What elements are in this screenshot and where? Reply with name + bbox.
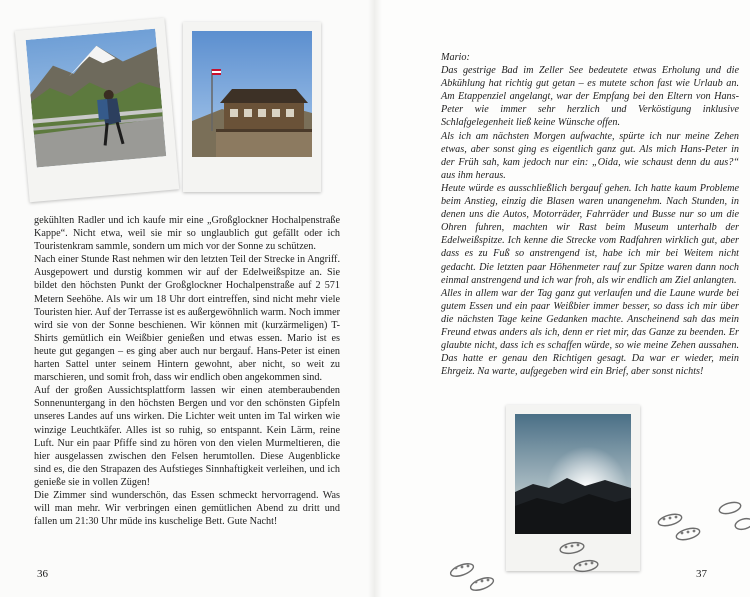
- alpine-hut-with-flag-photo-icon: [192, 31, 312, 157]
- left-body-text: [34, 214, 340, 528]
- cyclist-photo: [26, 29, 167, 168]
- left-paragraph: gekühlten Radler und ich kaufe mir eine „Großglockner Hochalpenstraße Kappe“. Nicht etwa, weil sie mir so unglaublich gut gefällt oder ich Touristenkram sammle, sondern um mich vor der Sonne zu schützen.: [34, 215, 340, 253]
- left-paragraph: Auf der großen Aussichtsplattform lassen wir einen atemberaubenden Sonnenuntergang in den höchsten Bergen und vor den schönsten Gipfeln unseres Landes auf uns wirken. Die Lichter weit unten im Tal wirken wie winzige Leuchtkäfer. Alles ist so ruhig, so entspannt. Kein Lärm, reine Luft. Nur ein paar Pfiffe sind zu hören von den vielen Murmeltieren, die hier ausgelassen zwischen den Felsen herumtollen. Diese Augenblicke sind es, die den Strapazen des Aufstieges Sinnhaftigkeit verleihen, und ich genieße sie in vollen Zügen!: [34, 385, 340, 488]
- page-number-right: 37: [696, 568, 707, 580]
- left-paragraph: Die Zimmer sind wunderschön, das Essen schmeckt hervorragend. Was will man mehr. Wir verbringen einen gemütlichen Abend zu dritt und fallen um 21:30 Uhr müde ins kuschelige Bett. Gute Nacht!: [34, 489, 340, 528]
- cyclist-on-mountain-road-photo-icon: [26, 29, 167, 168]
- hut-photo: [192, 31, 312, 157]
- right-paragraph: Heute würde es ausschließlich bergauf gehen. Ich hatte kaum Probleme beim Anstieg, einzig die Blasen waren unangenehm. Nach Stunden, in denen uns die Autos, Motorräder, Fahrräder und Busse nur so um die Ohren fuhren, machten wir Rast beim Museum unterhalb der Edelweißspitze. Ich kenne die Strecke vom Radfahren wirklich gut, aber dass es zu Fuß so anstrengend ist, habe ich mir bei Weitem nicht gedacht. Die letzten paar Höhenmeter rauf zur Spitze waren dann noch einmal anstrengend und ich war froh, als wir endlich am Ziel anlangten.: [441, 182, 739, 286]
- right-paragraph: Das gestrige Bad im Zeller See bedeutete etwas Erholung und die Abkühlung hat richtig gut getan – es mutete schon fast wie Urlaub an. Am Etappenziel angelangt, war der Empfang bei den Eltern von Hans-Peter wie immer sehr herzlich und Verköstigung inklusive Schlafgelegenheit ließ keine Wünsche offen.: [441, 65, 739, 129]
- book-gutter: [368, 0, 382, 597]
- cyclist-photo-frame: [15, 18, 179, 202]
- page-number-left: 36: [37, 568, 48, 580]
- right-paragraph: Als ich am nächsten Morgen aufwachte, spürte ich nur meine Zehen etwas, aber sonst ging es eigentlich ganz gut. Als mich Hans-Peter in der Früh sah, kam jedoch nur ein: „Oida, wie schaust denn du aus?“ aus ihm heraus.: [441, 130, 739, 181]
- right-body-text: [441, 51, 739, 378]
- speaker-label: Mario:: [441, 52, 470, 63]
- right-paragraph: Alles in allem war der Tag ganz gut verlaufen und die Laune wurde bei gutem Essen und ein paar Weißbier immer besser, so dass ich mir über die nächsten Tage keine Gedanken machte. Anscheinend sah das mein Freund etwas anders als ich, denn er riet mir, das Ganze zu beenden. Er glaubte nicht, dass ich es schaffen würde, so wie meine Zehen aussahen. Das hatte er genau den Richtigen gesagt. Da war er wieder, mein Ehrgeiz. Na warte, aufgegeben wird ein Brief, aber sonst nichts!: [441, 287, 739, 378]
- hut-photo-frame: [183, 22, 321, 192]
- left-paragraph: Nach einer Stunde Rast nehmen wir den letzten Teil der Strecke in Angriff. Ausgepowert und durstig kommen wir auf der Edelweißspitze an. Sie bildet den höchsten Punkt der Großglockner Hochalpenstraße auf 2 571 Metern Seehöhe. Als wir um 18 Uhr dort eintreffen, sind nicht mehr viele Touristen hier. Auf der Terrasse ist es außergewöhnlich warm. Noch immer wird sie von der Sonne beschienen. Wir können mit (kurzärmeligen) T-Shirts gemütlich ein Weißbier genießen und etwas essen. Mario ist es heute gut gegangen – es ging aber auch nur bergauf. Hans-Peter ist einen harten Sattel unter seinem Hintern gewohnt, aber nicht, so weit zu marschieren, und somit froh, dass wir endlich oben angekommen sind.: [34, 254, 340, 384]
- footprints-icon: [430, 490, 750, 597]
